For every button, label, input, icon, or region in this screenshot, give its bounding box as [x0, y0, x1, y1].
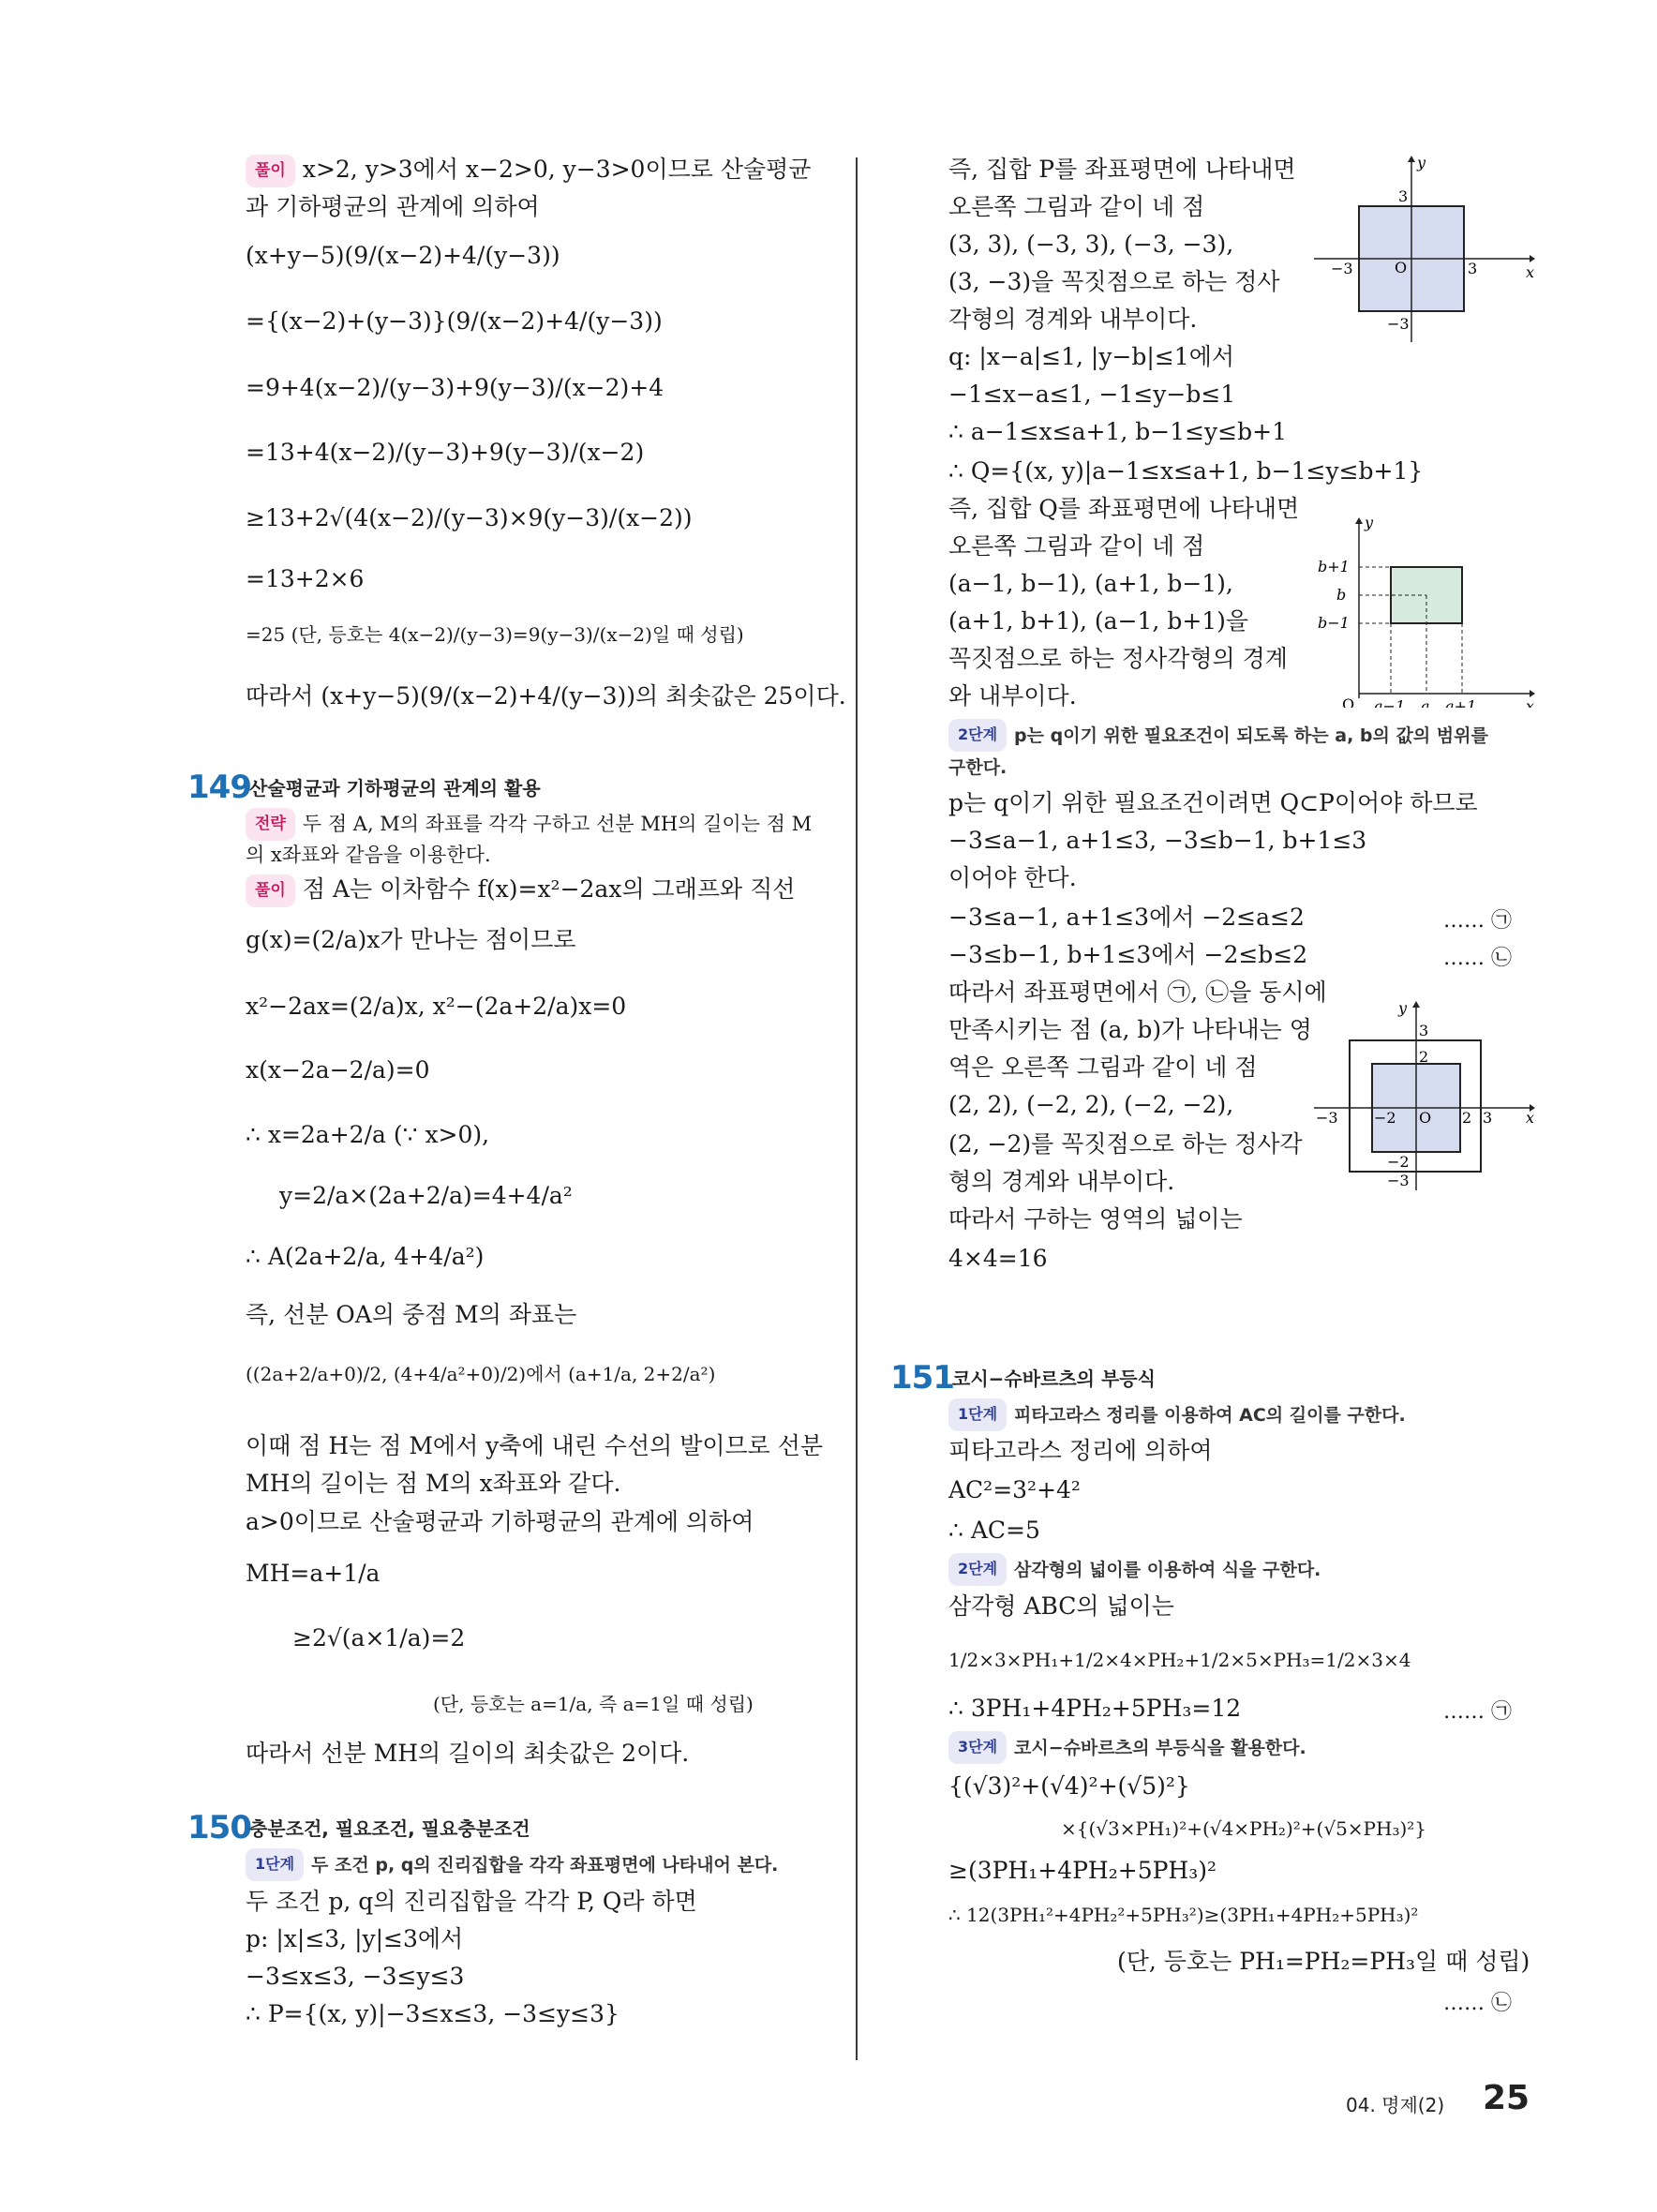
p149-line-9: ((2a+2/a+0)/2, (4+4/a²+0)/2)에서 (a+1/a, 2+2/a²): [246, 1363, 716, 1385]
y-arrow-icon: [1355, 517, 1363, 524]
p151-l3-4: ∴ 12(3PH₁²+4PH₂²+5PH₃²)≥(3PH₁+4PH₂+5PH₃)²: [948, 1904, 1419, 1926]
p150c-a-2: 오른쪽 그림과 같이 네 점: [948, 193, 1205, 220]
sol148-line-7: ≥13+2√(4(x−2)/(y−3)×9(y−3)/(x−2)): [246, 504, 693, 531]
p149-line-12: a>0이므로 산술평균과 기하평균의 관계에 의하여: [246, 1508, 754, 1535]
sol-tag: 풀이: [246, 155, 295, 187]
p150c-d-2: −3≤a−1, a+1≤3, −3≤b−1, b+1≤3: [948, 827, 1367, 854]
p150c-c-5: 꼭짓점으로 하는 정사각형의 경계: [948, 645, 1288, 672]
p150c-a-3: (3, 3), (−3, 3), (−3, −3),: [948, 231, 1234, 258]
p150c-e-8: 4×4=16: [948, 1245, 1048, 1272]
sol-tag: 풀이: [246, 874, 295, 907]
tick-xm3: −3: [1331, 260, 1353, 277]
column-divider: [856, 157, 858, 2060]
p151-l1-3: ∴ AC=5: [948, 1517, 1040, 1544]
p149-line-1: 풀이 점 A는 이차함수 f(x)=x²−2ax의 그래프와 직선: [246, 874, 795, 907]
p150c-d-5: −3≤b−1, b+1≤3에서 −2≤b≤2: [948, 941, 1308, 968]
p151-step2: 2단계 삼각형의 넓이를 이용하여 식을 구한다.: [948, 1553, 1321, 1586]
y-arrow-icon: [1408, 156, 1415, 162]
p150c-d-4: −3≤a−1, a+1≤3에서 −2≤a≤2: [948, 904, 1305, 931]
p151-l3-1: {(√3)²+(√4)²+(√5)²}: [948, 1772, 1190, 1800]
step2-tag: 2단계: [948, 1553, 1007, 1586]
origin-label: O: [1419, 1109, 1432, 1127]
x-arrow-icon: [1530, 690, 1535, 697]
p150c-b-4: ∴ Q={(x, y)|a−1≤x≤a+1, b−1≤y≤b+1}: [948, 457, 1424, 485]
p150c-c-2: 오른쪽 그림과 같이 네 점: [948, 532, 1205, 560]
p151-l3-2: ×{(√3×PH₁)²+(√4×PH₂)²+(√5×PH₃)²}: [1061, 1817, 1427, 1840]
tick-y3: 3: [1419, 1022, 1429, 1039]
p149-line-13: MH=a+1/a: [246, 1560, 381, 1587]
p150-line-1: 두 조건 p, q의 진리집합을 각각 P, Q라 하면: [246, 1888, 697, 1915]
tick-ym2: −2: [1387, 1153, 1410, 1171]
tick-am1: a−1: [1374, 697, 1406, 708]
p149-line-14: ≥2√(a×1/a)=2: [292, 1624, 466, 1652]
step2-tag: 2단계: [948, 719, 1007, 752]
problem-title-150: 충분조건, 필요조건, 필요충분조건: [249, 1817, 530, 1840]
x-arrow-icon: [1530, 255, 1535, 262]
p149-line-16: 따라서 선분 MH의 길이의 최솟값은 2이다.: [246, 1740, 690, 1767]
tick-x3: 3: [1483, 1109, 1493, 1127]
p151-l2-2: 1/2×3×PH₁+1/2×4×PH₂+1/2×5×PH₃=1/2×3×4: [948, 1649, 1411, 1671]
p150c-step2-2: 구한다.: [948, 757, 1008, 778]
p150-line-2: p: |x|≤3, |y|≤3에서: [246, 1925, 464, 1952]
x-label: x: [1526, 697, 1535, 708]
p149-strategy-2: 의 x좌표와 같음을 이용한다.: [246, 844, 491, 866]
p149-line-7: ∴ A(2a+2/a, 4+4/a²): [246, 1243, 485, 1270]
chapter-label: 04. 명제(2): [1346, 2094, 1445, 2116]
tick-y3: 3: [1398, 187, 1409, 205]
p149-line-3: x²−2ax=(2/a)x, x²−(2a+2/a)x=0: [246, 993, 627, 1020]
p150c-d-3: 이어야 한다.: [948, 864, 1077, 891]
tick-xm2: −2: [1374, 1109, 1396, 1127]
mark-circle-1: …… ㉠: [1443, 1700, 1512, 1724]
p150c-b-3: ∴ a−1≤x≤a+1, b−1≤y≤b+1: [948, 418, 1287, 445]
page-number: 25: [1483, 2079, 1530, 2117]
problem-number-149: 149: [187, 769, 251, 806]
p150c-d-1: p는 q이기 위한 필요조건이려면 Q⊂P이어야 하므로: [948, 789, 1478, 816]
sol148-line-8: =13+2×6: [246, 565, 365, 592]
p149-line-8: 즉, 선분 OA의 중점 M의 좌표는: [246, 1301, 577, 1328]
tick-xm3: −3: [1316, 1109, 1338, 1127]
p149-line-4: x(x−2a−2/a)=0: [246, 1056, 430, 1084]
sol148-line-6: =13+4(x−2)/(y−3)+9(y−3)/(x−2): [246, 439, 645, 466]
p151-l3-5: (단, 등호는 PH₁=PH₂=PH₃일 때 성립): [1117, 1948, 1530, 1975]
p150c-c-4: (a+1, b+1), (a−1, b+1)을: [948, 607, 1249, 635]
tick-y2: 2: [1419, 1048, 1429, 1066]
x-label: x: [1526, 1109, 1535, 1127]
tick-ap1: a+1: [1445, 697, 1477, 708]
mark-circle-2: …… ㉡: [1443, 947, 1512, 970]
tick-ym3: −3: [1387, 315, 1410, 333]
step3-tag: 3단계: [948, 1731, 1007, 1764]
sol148-line-9: =25 (단, 등호는 4(x−2)/(y−3)=9(y−3)/(x−2)일 때 성립): [246, 623, 744, 646]
problem-number-151: 151: [890, 1359, 954, 1397]
p150c-e-2: 만족시키는 점 (a, b)가 나타내는 영: [948, 1016, 1312, 1043]
p149-line-6: y=2/a×(2a+2/a)=4+4/a²: [279, 1182, 573, 1209]
p151-l1-2: AC²=3²+4²: [948, 1476, 1081, 1503]
p149-line-15: (단, 등호는 a=1/a, 즉 a=1일 때 성립): [433, 1693, 754, 1715]
tick-x3: 3: [1468, 260, 1478, 277]
tick-b: b: [1336, 586, 1347, 604]
problem-title-149: 산술평균과 기하평균의 관계의 활용: [249, 777, 541, 800]
p150c-b-2: −1≤x−a≤1, −1≤y−b≤1: [948, 381, 1236, 408]
p150-step1: 1단계 두 조건 p, q의 진리집합을 각각 좌표평면에 나타내어 본다.: [246, 1848, 778, 1881]
sol148-line-4: ={(x−2)+(y−3)}(9/(x−2)+4/(y−3)): [246, 307, 663, 335]
strategy-tag: 전략: [246, 808, 295, 841]
p150c-e-5: (2, −2)를 꼭짓점으로 하는 정사각: [948, 1130, 1303, 1158]
p150c-e-4: (2, 2), (−2, 2), (−2, −2),: [948, 1091, 1234, 1118]
step1-tag: 1단계: [246, 1848, 304, 1881]
x-label: x: [1526, 263, 1535, 281]
sol148-line-10: 따라서 (x+y−5)(9/(x−2)+4/(y−3))의 최솟값은 25이다.: [246, 682, 846, 710]
sol148-line-3: (x+y−5)(9/(x−2)+4/(y−3)): [246, 242, 560, 269]
p149-line-2: g(x)=(2/a)x가 만나는 점이므로: [246, 926, 576, 953]
tick-ym3: −3: [1387, 1172, 1410, 1189]
figure-region-ab: [1312, 998, 1537, 1199]
p150c-e-6: 형의 경계와 내부이다.: [948, 1168, 1175, 1195]
p150c-a-4: (3, −3)을 꼭짓점으로 하는 정사: [948, 268, 1280, 295]
p150c-a-1: 즉, 집합 P를 좌표평면에 나타내면: [948, 156, 1296, 183]
origin-label: O: [1395, 259, 1408, 276]
p149-line-5: ∴ x=2a+2/a (∵ x>0),: [246, 1121, 490, 1148]
figure-square-p: [1312, 155, 1537, 351]
mark-circle-1: …… ㉠: [1443, 909, 1512, 933]
problem-title-151: 코시−슈바르츠의 부등식: [952, 1368, 1156, 1390]
tick-bp1: b+1: [1318, 558, 1350, 575]
p150c-b-1: q: |x−a|≤1, |y−b|≤1에서: [948, 343, 1234, 370]
p150c-e-3: 역은 오른쪽 그림과 같이 네 점: [948, 1054, 1258, 1081]
tick-a: a: [1421, 697, 1430, 708]
y-label: y: [1398, 999, 1408, 1017]
p150c-e-7: 따라서 구하는 영역의 넓이는: [948, 1205, 1243, 1233]
p150c-a-5: 각형의 경계와 내부이다.: [948, 306, 1198, 333]
p150c-e-1: 따라서 좌표평면에서 ㉠, ㉡을 동시에: [948, 979, 1327, 1006]
p150c-step2-1: 2단계 p는 q이기 위한 필요조건이 되도록 하는 a, b의 값의 범위를: [948, 719, 1488, 752]
sol148-line-1: 풀이 x>2, y>3에서 x−2>0, y−3>0이므로 산술평균: [246, 155, 811, 187]
tick-x2: 2: [1462, 1109, 1472, 1127]
p149-strategy-1: 전략 두 점 A, M의 좌표를 각각 구하고 선분 MH의 길이는 점 M: [246, 808, 812, 841]
sol148-line-2: 과 기하평균의 관계에 의하여: [246, 193, 540, 220]
y-arrow-icon: [1412, 1001, 1420, 1008]
y-label: y: [1417, 155, 1426, 172]
p151-l3-3: ≥(3PH₁+4PH₂+5PH₃)²: [948, 1857, 1217, 1884]
y-label: y: [1365, 514, 1374, 531]
p149-line-10: 이때 점 H는 점 M에서 y축에 내린 수선의 발이므로 선분: [246, 1432, 824, 1459]
p150c-c-3: (a−1, b−1), (a+1, b−1),: [948, 570, 1233, 597]
figure-square-q: [1312, 511, 1537, 711]
origin-label: O: [1342, 695, 1355, 708]
p151-l1-1: 피타고라스 정리에 의하여: [948, 1437, 1213, 1464]
p150c-c-6: 와 내부이다.: [948, 682, 1077, 710]
p150-line-4: ∴ P={(x, y)|−3≤x≤3, −3≤y≤3}: [246, 2000, 620, 2027]
tick-bm1: b−1: [1318, 614, 1350, 632]
p150-line-3: −3≤x≤3, −3≤y≤3: [246, 1963, 465, 1990]
p151-step3: 3단계 코시−슈바르츠의 부등식을 활용한다.: [948, 1731, 1306, 1764]
sol148-line-5: =9+4(x−2)/(y−3)+9(y−3)/(x−2)+4: [246, 374, 664, 401]
p151-l2-3: ∴ 3PH₁+4PH₂+5PH₃=12: [948, 1695, 1242, 1722]
p151-l2-1: 삼각형 ABC의 넓이는: [948, 1592, 1174, 1620]
p151-step1: 1단계 피타고라스 정리를 이용하여 AC의 길이를 구한다.: [948, 1398, 1406, 1431]
p149-line-11: MH의 길이는 점 M의 x좌표와 같다.: [246, 1470, 621, 1497]
step1-tag: 1단계: [948, 1398, 1007, 1431]
problem-number-150: 150: [187, 1809, 251, 1846]
p150c-c-1: 즉, 집합 Q를 좌표평면에 나타내면: [948, 495, 1300, 522]
mark-circle-2: …… ㉡: [1443, 1992, 1512, 2015]
